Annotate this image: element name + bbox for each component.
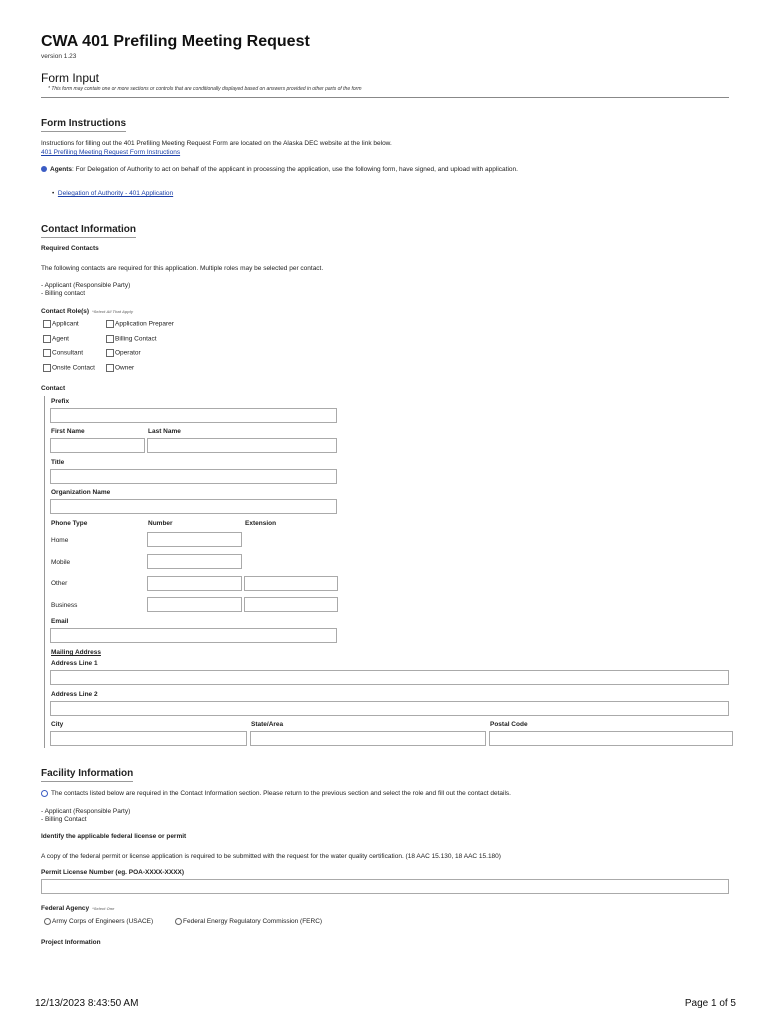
extension-label: Extension	[245, 520, 277, 527]
first-name-input[interactable]	[50, 438, 145, 453]
role-label: Agent	[52, 335, 69, 343]
state-input[interactable]	[250, 731, 486, 746]
conditional-note: * This form may contain one or more sections or controls that are conditionally displayed based on answers provided in other parts of the form	[48, 86, 362, 92]
bullet-icon: •	[52, 190, 58, 197]
contact-information-heading: Contact Information	[41, 224, 136, 238]
required-billing: - Billing contact	[41, 290, 86, 297]
required-contacts-text: The following contacts are required for this application. Multiple roles may be selected per contact.	[41, 265, 324, 272]
version-label: version 1.23	[41, 53, 77, 60]
role-label: Onsite Contact	[52, 364, 95, 372]
info-icon	[41, 790, 48, 797]
contact-group-border	[44, 396, 45, 748]
delegation-link[interactable]: Delegation of Authority - 401 Application	[57, 190, 174, 197]
required-applicant: - Applicant (Responsible Party)	[41, 282, 131, 289]
address-line-2-label: Address Line 2	[51, 691, 98, 698]
license-heading: Identify the applicable federal license or permit	[41, 833, 187, 840]
title-input[interactable]	[50, 469, 337, 484]
other-extension-input[interactable]	[244, 576, 338, 591]
address-line-2-input[interactable]	[50, 701, 729, 716]
contact-roles-label	[41, 308, 133, 315]
agency-usace-label: Army Corps of Engineers (USACE)	[52, 918, 154, 926]
prefix-label: Prefix	[51, 398, 70, 405]
role-agent[interactable]	[43, 335, 69, 343]
checkbox[interactable]	[106, 320, 114, 328]
facility-note	[41, 790, 511, 797]
radio-button[interactable]	[175, 918, 182, 925]
page-number: Page 1 of 5	[684, 998, 736, 1009]
role-owner[interactable]	[106, 364, 134, 372]
facility-information-heading: Facility Information	[41, 768, 133, 782]
role-label: Applicant	[52, 320, 79, 328]
phone-other-label: Other	[51, 580, 68, 587]
checkbox[interactable]	[43, 349, 51, 357]
checkbox[interactable]	[43, 364, 51, 372]
agency-ferc-label: Federal Energy Regulatory Commission (FERC)	[183, 918, 323, 926]
role-onsite-contact[interactable]	[43, 364, 95, 372]
required-contacts-heading: Required Contacts	[41, 245, 99, 252]
state-label: State/Area	[251, 721, 284, 728]
print-timestamp: 12/13/2023 8:43:50 AM	[35, 998, 139, 1009]
federal-agency-label	[41, 905, 114, 912]
postal-code-label: Postal Code	[490, 721, 528, 728]
city-input[interactable]	[50, 731, 247, 746]
agency-usace-option[interactable]	[44, 918, 153, 925]
form-instructions-heading: Form Instructions	[41, 118, 126, 132]
agency-hint: *Select One	[92, 906, 115, 911]
roles-hint: *Select All That Apply	[92, 309, 134, 314]
agency-label-text: Federal Agency	[41, 905, 90, 912]
facility-req-billing: - Billing Contact	[41, 816, 87, 823]
contact-label: Contact	[41, 385, 66, 392]
page-title: CWA 401 Prefiling Meeting Request	[41, 33, 310, 50]
role-applicant[interactable]	[43, 320, 79, 328]
phone-business-label: Business	[51, 602, 78, 609]
checkbox[interactable]	[43, 320, 51, 328]
instructions-link[interactable]: 401 Prefiling Meeting Request Form Instructions	[41, 149, 181, 156]
checkbox[interactable]	[43, 335, 51, 343]
info-icon	[41, 166, 47, 172]
title-label: Title	[51, 459, 65, 466]
other-number-input[interactable]	[147, 576, 242, 591]
facility-note-text: The contacts listed below are required in the Contact Information section. Please return to the previous section and select the role and fill out the contact details.	[51, 790, 511, 798]
license-text: A copy of the federal permit or license application is required to be submitted with the request for the water quality certification. (18 AAC 15.130, 18 AAC 15.180)	[41, 853, 501, 860]
first-name-label: First Name	[51, 428, 85, 435]
agents-bold: Agents	[50, 166, 73, 173]
project-information-label: Project Information	[41, 939, 101, 946]
business-extension-input[interactable]	[244, 597, 338, 612]
postal-code-input[interactable]	[489, 731, 733, 746]
last-name-input[interactable]	[147, 438, 337, 453]
role-label: Operator	[115, 349, 141, 357]
phone-type-label: Phone Type	[51, 520, 88, 527]
form-input-heading: Form Input	[41, 71, 100, 85]
role-application-preparer[interactable]	[106, 320, 174, 328]
role-operator[interactable]	[106, 349, 141, 357]
facility-req-applicant: - Applicant (Responsible Party)	[41, 808, 131, 815]
address-line-1-label: Address Line 1	[51, 660, 98, 667]
role-label: Billing Contact	[115, 335, 157, 343]
delegation-bullet	[52, 190, 173, 197]
last-name-label: Last Name	[148, 428, 181, 435]
agents-note	[41, 166, 518, 173]
email-label: Email	[51, 618, 69, 625]
checkbox[interactable]	[106, 349, 114, 357]
city-label: City	[51, 721, 64, 728]
role-label: Owner	[115, 364, 135, 372]
home-number-input[interactable]	[147, 532, 242, 547]
permit-number-input[interactable]	[41, 879, 729, 894]
instructions-text: Instructions for filling out the 401 Prefiling Meeting Request Form are located on the Alaska DEC website at the link below.	[41, 140, 392, 147]
phone-mobile-label: Mobile	[51, 559, 71, 566]
divider	[41, 97, 729, 98]
roles-label-text: Contact Role(s)	[41, 308, 90, 315]
mobile-number-input[interactable]	[147, 554, 242, 569]
role-label: Consultant	[52, 349, 84, 357]
address-line-1-input[interactable]	[50, 670, 729, 685]
checkbox[interactable]	[106, 364, 114, 372]
permit-number-label: Permit License Number (eg. POA-XXXX-XXXX)	[41, 869, 185, 876]
prefix-input[interactable]	[50, 408, 337, 423]
phone-home-label: Home	[51, 537, 69, 544]
role-consultant[interactable]	[43, 349, 83, 357]
organization-input[interactable]	[50, 499, 337, 514]
checkbox[interactable]	[106, 335, 114, 343]
organization-label: Organization Name	[51, 489, 111, 496]
email-input[interactable]	[50, 628, 337, 643]
agency-ferc-option[interactable]	[175, 918, 322, 925]
role-label: Application Preparer	[115, 320, 174, 328]
mailing-address-label: Mailing Address	[51, 649, 101, 656]
business-number-input[interactable]	[147, 597, 242, 612]
agents-text: : For Delegation of Authority to act on behalf of the applicant in processing the application, use the following form, have signed, and upload with application.	[72, 166, 518, 173]
number-label: Number	[148, 520, 173, 527]
radio-button[interactable]	[44, 918, 51, 925]
role-billing-contact[interactable]	[106, 335, 157, 343]
